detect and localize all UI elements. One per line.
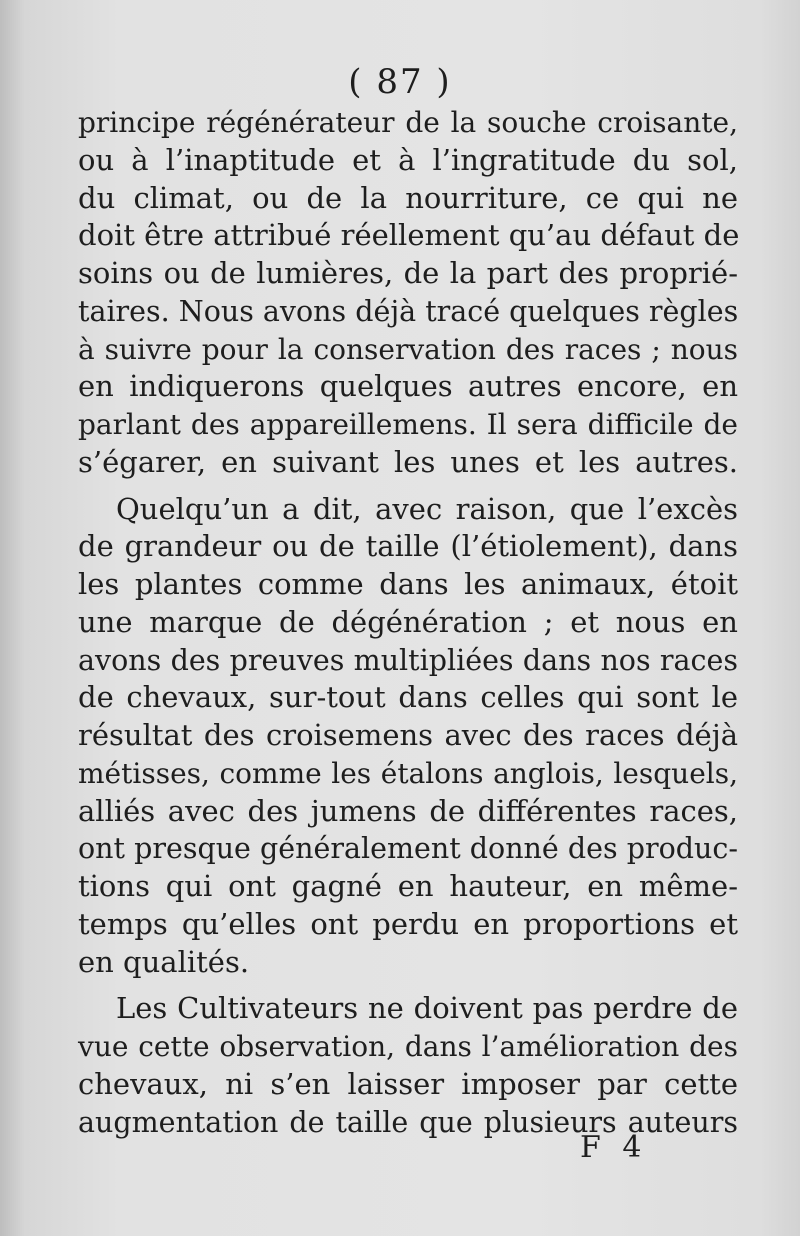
text-line: parlant des appareillemens. Il sera difficile de	[78, 408, 738, 441]
text-line: ou à l’inaptitude et à l’ingratitude du sol,	[78, 142, 738, 177]
text-line: principe régénérateur de la souche croisante,	[78, 106, 738, 139]
text-line: de grandeur ou de taille (l’étiolement), dans	[78, 529, 738, 564]
paragraph-3	[78, 990, 738, 1141]
text-line: augmentation de taille que plusieurs auteurs	[78, 1105, 738, 1139]
text-line: résultat des croisemens avec des races déjà	[78, 718, 738, 752]
text-line: Quelqu’un a dit, avec raison, que l’excès	[116, 491, 738, 526]
text-line: temps qu’elles ont perdu en proportions et	[78, 906, 738, 941]
page-number: ( 87 )	[348, 62, 452, 102]
text-line: une marque de dégénération ; et nous en	[78, 604, 738, 639]
text-line: métisses, comme les étalons anglois, lesquels,	[78, 756, 738, 790]
text-line: chevaux, ni s’en laisser imposer par cette	[78, 1066, 738, 1101]
text-line: s’égarer, en suivant les unes et les autres.	[78, 444, 738, 479]
paragraph-2	[78, 491, 738, 982]
paragraph-1	[78, 104, 738, 482]
text-line: en indiquerons quelques autres encore, en	[78, 369, 738, 404]
text-line: Les Cultivateurs ne doivent pas perdre de	[116, 991, 738, 1026]
text-line: de chevaux, sur-tout dans celles qui sont le	[78, 680, 738, 715]
text-line: à suivre pour la conservation des races ; nous	[78, 332, 738, 366]
text-line-last: en qualités.	[78, 944, 250, 979]
text-line: ont presque généralement donné des produc-	[78, 832, 738, 866]
text-line: vue cette observation, dans l’amélioration des	[78, 1030, 738, 1063]
text-line: du climat, ou de la nourriture, ce qui ne	[78, 180, 738, 215]
text-line: les plantes comme dans les animaux, étoit	[78, 567, 738, 601]
text-line: doit être attribué réellement qu’au défaut de	[78, 218, 740, 253]
body-text	[78, 104, 738, 1141]
text-line: avons des preuves multipliées dans nos races	[78, 643, 738, 677]
text-line: alliés avec des jumens de différentes races,	[78, 793, 738, 828]
text-line: taires. Nous avons déjà tracé quelques règles	[78, 294, 739, 328]
text-line: tions qui ont gagné en hauteur, en même-	[78, 869, 738, 903]
signature-mark: F 4	[580, 1130, 648, 1165]
text-line: soins ou de lumières, de la part des proprié-	[78, 256, 738, 290]
